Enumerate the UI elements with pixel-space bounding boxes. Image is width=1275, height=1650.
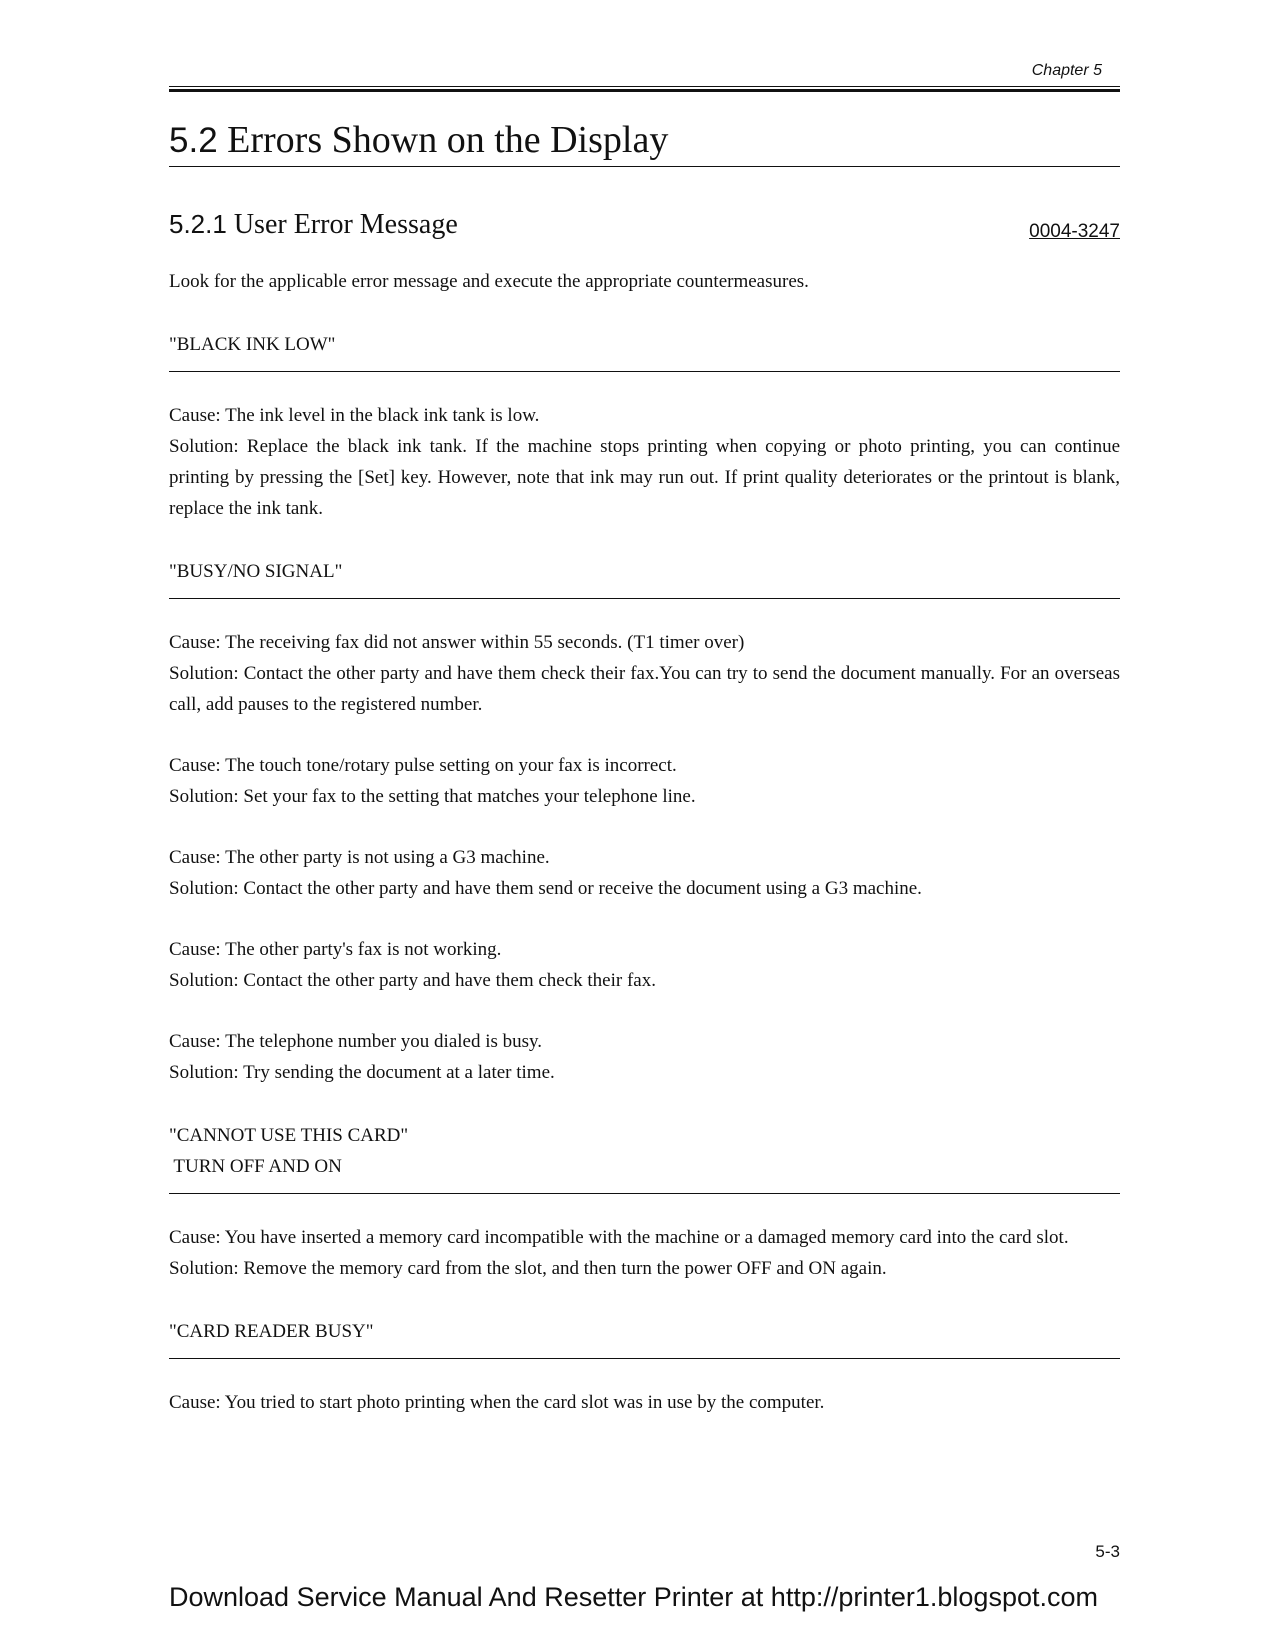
error-message-title: "CARD READER BUSY" bbox=[169, 1321, 374, 1342]
page-number: 5-3 bbox=[1095, 1542, 1120, 1561]
cause-solution-pair bbox=[169, 842, 1120, 904]
solution-text: Solution: Contact the other party and have them send or receive the document using a G3 machine. bbox=[169, 878, 922, 899]
section-rule bbox=[169, 166, 1120, 167]
cause-text: Cause: The other party's fax is not working. bbox=[169, 939, 502, 960]
section-title: Errors Shown on the Display bbox=[227, 119, 669, 161]
cause-solution-pair bbox=[169, 627, 1120, 720]
subsection-heading bbox=[169, 206, 458, 243]
error-message-title: "CANNOT USE THIS CARD" TURN OFF AND ON bbox=[169, 1125, 409, 1177]
solution-text: Solution: Contact the other party and have them check their fax. bbox=[169, 970, 656, 991]
section-heading bbox=[169, 116, 668, 165]
error-message-title: "BLACK INK LOW" bbox=[169, 334, 336, 355]
cause-solution-pair bbox=[169, 1222, 1120, 1284]
cause-solution-pair bbox=[169, 1387, 1120, 1418]
cause-text: Cause: The touch tone/rotary pulse setting on your fax is incorrect. bbox=[169, 755, 677, 776]
error-message-rule bbox=[169, 371, 1120, 372]
intro-text: Look for the applicable error message and execute the appropriate countermeasures. bbox=[169, 271, 809, 292]
document-id: 0004-3247 bbox=[1029, 221, 1120, 242]
cause-solution-pair bbox=[169, 400, 1120, 524]
error-message-rule bbox=[169, 1193, 1120, 1194]
cause-solution-pair bbox=[169, 934, 1120, 996]
manual-page bbox=[169, 0, 1120, 1650]
error-message-title: "BUSY/NO SIGNAL" bbox=[169, 561, 343, 582]
cause-solution-pair bbox=[169, 750, 1120, 812]
error-message-rule bbox=[169, 1358, 1120, 1359]
header-double-rule bbox=[169, 86, 1120, 92]
chapter-label: Chapter 5 bbox=[1031, 62, 1102, 79]
solution-text: Solution: Set your fax to the setting that matches your telephone line. bbox=[169, 786, 696, 807]
section-number: 5.2 bbox=[169, 121, 218, 160]
solution-text: Solution: Try sending the document at a later time. bbox=[169, 1062, 555, 1083]
cause-text: Cause: The telephone number you dialed is busy. bbox=[169, 1031, 543, 1052]
cause-text: Cause: The other party is not using a G3 machine. bbox=[169, 847, 550, 868]
error-message-list bbox=[169, 329, 1120, 1418]
content-area bbox=[169, 266, 1120, 1418]
cause-text: Cause: You tried to start photo printing when the card slot was in use by the computer. bbox=[169, 1392, 825, 1413]
solution-text: Solution: Replace the black ink tank. If the machine stops printing when copying or photo printing, you can continue printing by pressing the [Set] key. However, note that ink may run out. If print quality deteriorates or the printout is blank, replace the ink tank. bbox=[169, 436, 1120, 519]
cause-solution-pair bbox=[169, 1026, 1120, 1088]
solution-text: Solution: Remove the memory card from the slot, and then turn the power OFF and ON again. bbox=[169, 1258, 887, 1279]
subsection-title: User Error Message bbox=[233, 209, 458, 240]
error-message-rule bbox=[169, 598, 1120, 599]
footer-banner: Download Service Manual And Resetter Printer at http://printer1.blogspot.com bbox=[169, 1582, 1098, 1612]
cause-text: Cause: The receiving fax did not answer within 55 seconds. (T1 timer over) bbox=[169, 632, 745, 653]
cause-text: Cause: You have inserted a memory card incompatible with the machine or a damaged memory card into the card slot. bbox=[169, 1227, 1069, 1248]
cause-text: Cause: The ink level in the black ink tank is low. bbox=[169, 405, 540, 426]
solution-text: Solution: Contact the other party and have them check their fax.You can try to send the document manually. For an overseas call, add pauses to the registered number. bbox=[169, 663, 1120, 715]
subsection-number: 5.2.1 bbox=[169, 209, 227, 239]
